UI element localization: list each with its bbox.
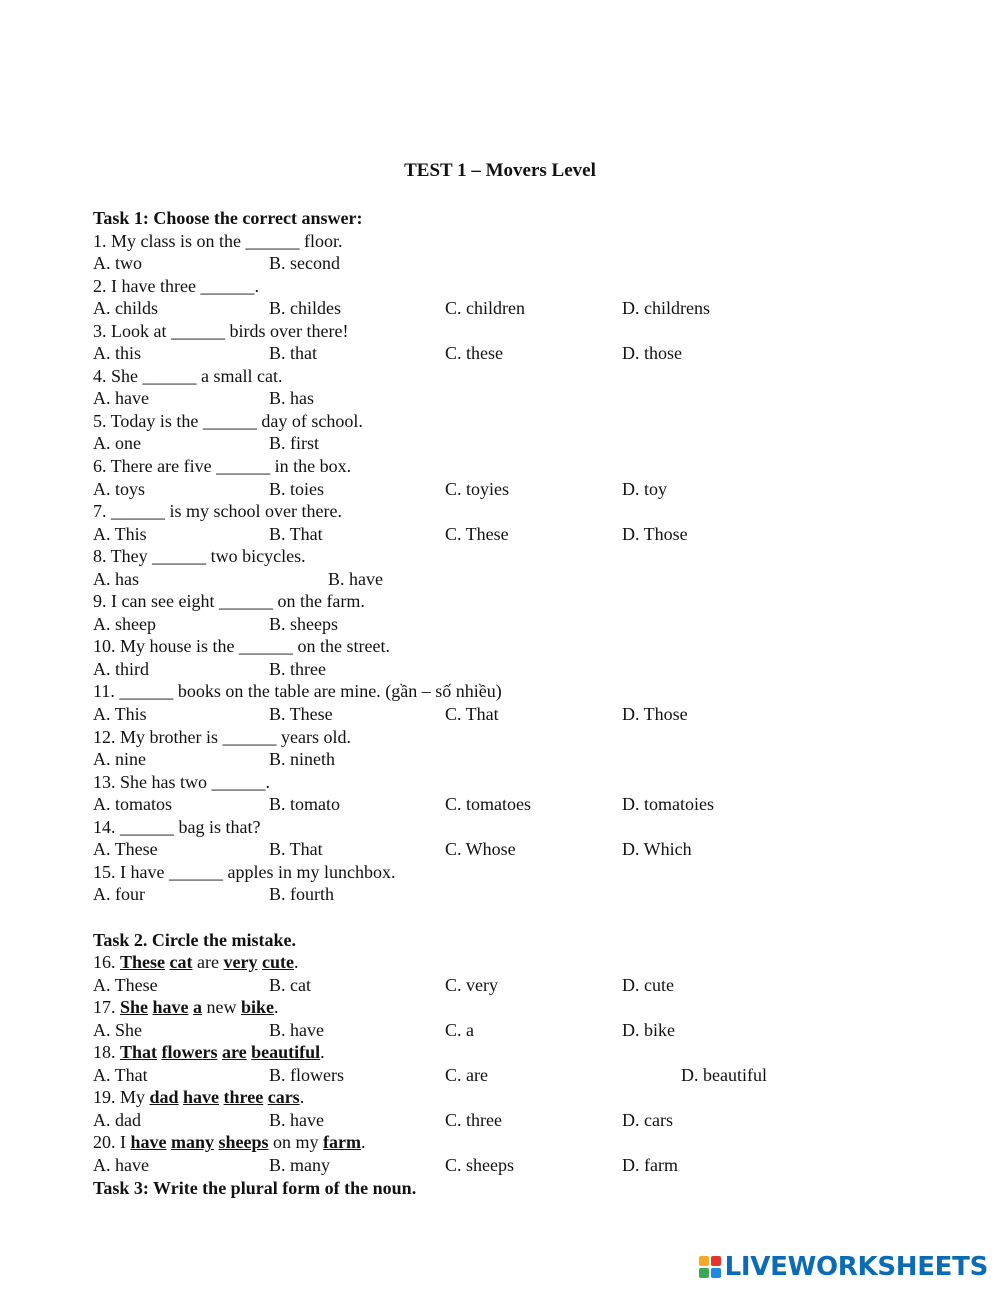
answer-options-row: [93, 252, 953, 275]
underlined-word: many: [171, 1132, 215, 1153]
question-text: 11. ______ books on the table are mine. (gần – số nhiều): [93, 681, 502, 702]
answer-option: A. has: [93, 568, 139, 589]
task1-question-list: [93, 230, 953, 906]
answer-option: A. have: [93, 388, 149, 409]
answer-option: A. third: [93, 658, 149, 679]
answer-option: B. childes: [269, 298, 341, 319]
underlined-word: sheeps: [218, 1132, 269, 1153]
answer-options-row: [93, 703, 953, 726]
underlined-word: flowers: [161, 1042, 218, 1063]
answer-option: C. a: [445, 1019, 474, 1040]
sentence-text: 18.: [93, 1042, 120, 1063]
question-text: 6. There are five ______ in the box.: [93, 456, 352, 477]
answer-option: A. two: [93, 253, 142, 274]
page-title: TEST 1 – Movers Level: [404, 160, 596, 181]
underlined-word: bike: [241, 997, 275, 1018]
answer-options-row: [93, 1064, 953, 1087]
task1-heading: Task 1: Choose the correct answer:: [93, 208, 363, 228]
answer-options-row: [93, 1154, 953, 1177]
sentence-text: .: [299, 1087, 305, 1108]
answer-option: D. tomatoies: [622, 794, 714, 815]
answer-option: D. childrens: [622, 298, 710, 319]
underlined-word: beautiful: [251, 1042, 321, 1063]
question-text: 10. My house is the ______ on the street.: [93, 636, 390, 657]
answer-option: A. These: [93, 974, 158, 995]
answer-option: A. this: [93, 343, 142, 364]
underlined-word: have: [130, 1132, 167, 1153]
answer-options-row: [93, 387, 953, 410]
logo-square: [711, 1256, 721, 1266]
underlined-word: very: [223, 952, 258, 973]
answer-option: D. beautiful: [681, 1064, 767, 1085]
question-text: 3. Look at ______ birds over there!: [93, 320, 349, 341]
answer-options-row: [93, 297, 953, 320]
question-text: 12. My brother is ______ years old.: [93, 726, 351, 747]
sentence-text: .: [274, 997, 279, 1018]
answer-option: C. tomatoes: [445, 794, 531, 815]
answer-option: A. That: [93, 1064, 148, 1085]
task2-question-list: [93, 951, 953, 1176]
answer-option: B. That: [269, 523, 323, 544]
question-text: 1. My class is on the ______ floor.: [93, 230, 343, 251]
underlined-word: cat: [169, 952, 193, 973]
mistake-sentence: [93, 996, 953, 1019]
answer-option: B. second: [269, 253, 340, 274]
answer-option: C. are: [445, 1064, 488, 1085]
underlined-word: farm: [323, 1132, 362, 1153]
sentence-text: 19. My: [93, 1087, 150, 1108]
answer-option: D. Those: [622, 523, 688, 544]
answer-option: D. farm: [622, 1154, 678, 1175]
question-text: 13. She has two ______.: [93, 771, 270, 792]
answer-option: D. cute: [622, 974, 674, 995]
answer-option: C. children: [445, 298, 525, 319]
question-text: 15. I have ______ apples in my lunchbox.: [93, 861, 396, 882]
answer-option: A. have: [93, 1154, 149, 1175]
logo-text: LIVEWORKSHEETS: [724, 1252, 988, 1282]
answer-options-row: [93, 838, 953, 861]
mistake-sentence: [93, 1041, 953, 1064]
sentence-text: on my: [268, 1132, 324, 1153]
answer-option: B. have: [328, 568, 383, 589]
answer-option: B. has: [269, 388, 314, 409]
sentence-text: new: [202, 997, 242, 1018]
answer-option: D. cars: [622, 1109, 673, 1130]
answer-option: B. nineth: [269, 749, 335, 770]
logo-square: [711, 1268, 721, 1278]
answer-options-row: [93, 748, 953, 771]
underlined-word: cars: [267, 1087, 300, 1108]
sentence-text: .: [320, 1042, 325, 1063]
question-text: 4. She ______ a small cat.: [93, 365, 283, 386]
task2-heading: Task 2. Circle the mistake.: [93, 929, 297, 950]
answer-option: A. This: [93, 523, 147, 544]
answer-option: A. toys: [93, 478, 146, 499]
answer-option: A. sheep: [93, 613, 156, 634]
answer-option: B. sheeps: [269, 613, 338, 634]
answer-options-row: [93, 613, 953, 636]
answer-options-row: [93, 342, 953, 365]
answer-option: C. three: [445, 1109, 502, 1130]
question-text: 8. They ______ two bicycles.: [93, 546, 306, 567]
answer-option: B. fourth: [269, 884, 334, 905]
answer-option: B. flowers: [269, 1064, 344, 1085]
answer-option: A. These: [93, 839, 158, 860]
answer-options-row: [93, 478, 953, 501]
answer-option: B. that: [269, 343, 317, 364]
question-text: 7. ______ is my school over there.: [93, 501, 342, 522]
answer-option: B. cat: [269, 974, 311, 995]
answer-option: A. She: [93, 1019, 142, 1040]
answer-option: A. tomatos: [93, 794, 172, 815]
answer-options-row: [93, 1019, 953, 1042]
spacer: [93, 906, 953, 929]
answer-option: C. very: [445, 974, 498, 995]
answer-option: C. These: [445, 523, 509, 544]
underlined-word: These: [120, 952, 165, 973]
answer-option: B. tomato: [269, 794, 340, 815]
sentence-text: .: [293, 952, 299, 973]
answer-options-row: [93, 793, 953, 816]
task3-heading: Task 3: Write the plural form of the noun.: [93, 1177, 417, 1198]
sentence-text: 17.: [93, 997, 120, 1018]
answer-option: D. Which: [622, 839, 692, 860]
answer-option: B. three: [269, 658, 326, 679]
answer-option: C. That: [445, 704, 499, 725]
answer-option: A. dad: [93, 1109, 141, 1130]
answer-options-row: [93, 432, 953, 455]
underlined-word: dad: [149, 1087, 179, 1108]
answer-option: C. toyies: [445, 478, 510, 499]
liveworksheets-logo: [699, 1250, 988, 1284]
question-text: 2. I have three ______.: [93, 275, 259, 296]
answer-option: B. first: [269, 433, 320, 454]
worksheet-content: [93, 207, 953, 1199]
answer-option: B. have: [269, 1109, 324, 1130]
answer-option: A. nine: [93, 749, 146, 770]
underlined-word: are: [222, 1042, 247, 1063]
answer-options-row: [93, 568, 953, 591]
answer-option: A. four: [93, 884, 145, 905]
underlined-word: have: [183, 1087, 220, 1108]
underlined-word: That: [120, 1042, 158, 1063]
underlined-word: a: [193, 997, 203, 1018]
answer-option: D. Those: [622, 704, 688, 725]
answer-options-row: [93, 883, 953, 906]
answer-option: A. childs: [93, 298, 158, 319]
sentence-text: .: [361, 1132, 366, 1153]
sentence-text: are: [192, 952, 224, 973]
mistake-sentence: [93, 951, 953, 974]
answer-option: B. have: [269, 1019, 324, 1040]
underlined-word: three: [223, 1087, 264, 1108]
sentence-text: 20. I: [93, 1132, 131, 1153]
question-text: 9. I can see eight ______ on the farm.: [93, 591, 365, 612]
mistake-sentence: [93, 1086, 953, 1109]
underlined-word: have: [152, 997, 189, 1018]
answer-option: B. toies: [269, 478, 325, 499]
underlined-word: cute: [261, 952, 294, 973]
answer-option: A. This: [93, 704, 147, 725]
answer-option: A. one: [93, 433, 141, 454]
answer-option: C. sheeps: [445, 1154, 514, 1175]
answer-option: B. many: [269, 1154, 330, 1175]
answer-options-row: [93, 658, 953, 681]
answer-options-row: [93, 1109, 953, 1132]
answer-option: C. these: [445, 343, 503, 364]
answer-option: B. These: [269, 704, 333, 725]
answer-option: D. bike: [622, 1019, 675, 1040]
underlined-word: She: [120, 997, 149, 1018]
sentence-text: 16.: [93, 952, 120, 973]
question-text: 14. ______ bag is that?: [93, 816, 261, 837]
logo-mark-icon: [699, 1256, 721, 1278]
answer-options-row: [93, 523, 953, 546]
answer-option: C. Whose: [445, 839, 516, 860]
answer-option: D. toy: [622, 478, 667, 499]
answer-option: B. That: [269, 839, 323, 860]
logo-square: [699, 1268, 709, 1278]
answer-options-row: [93, 974, 953, 997]
logo-square: [699, 1256, 709, 1266]
question-text: 5. Today is the ______ day of school.: [93, 410, 363, 431]
mistake-sentence: [93, 1131, 953, 1154]
answer-option: D. those: [622, 343, 682, 364]
